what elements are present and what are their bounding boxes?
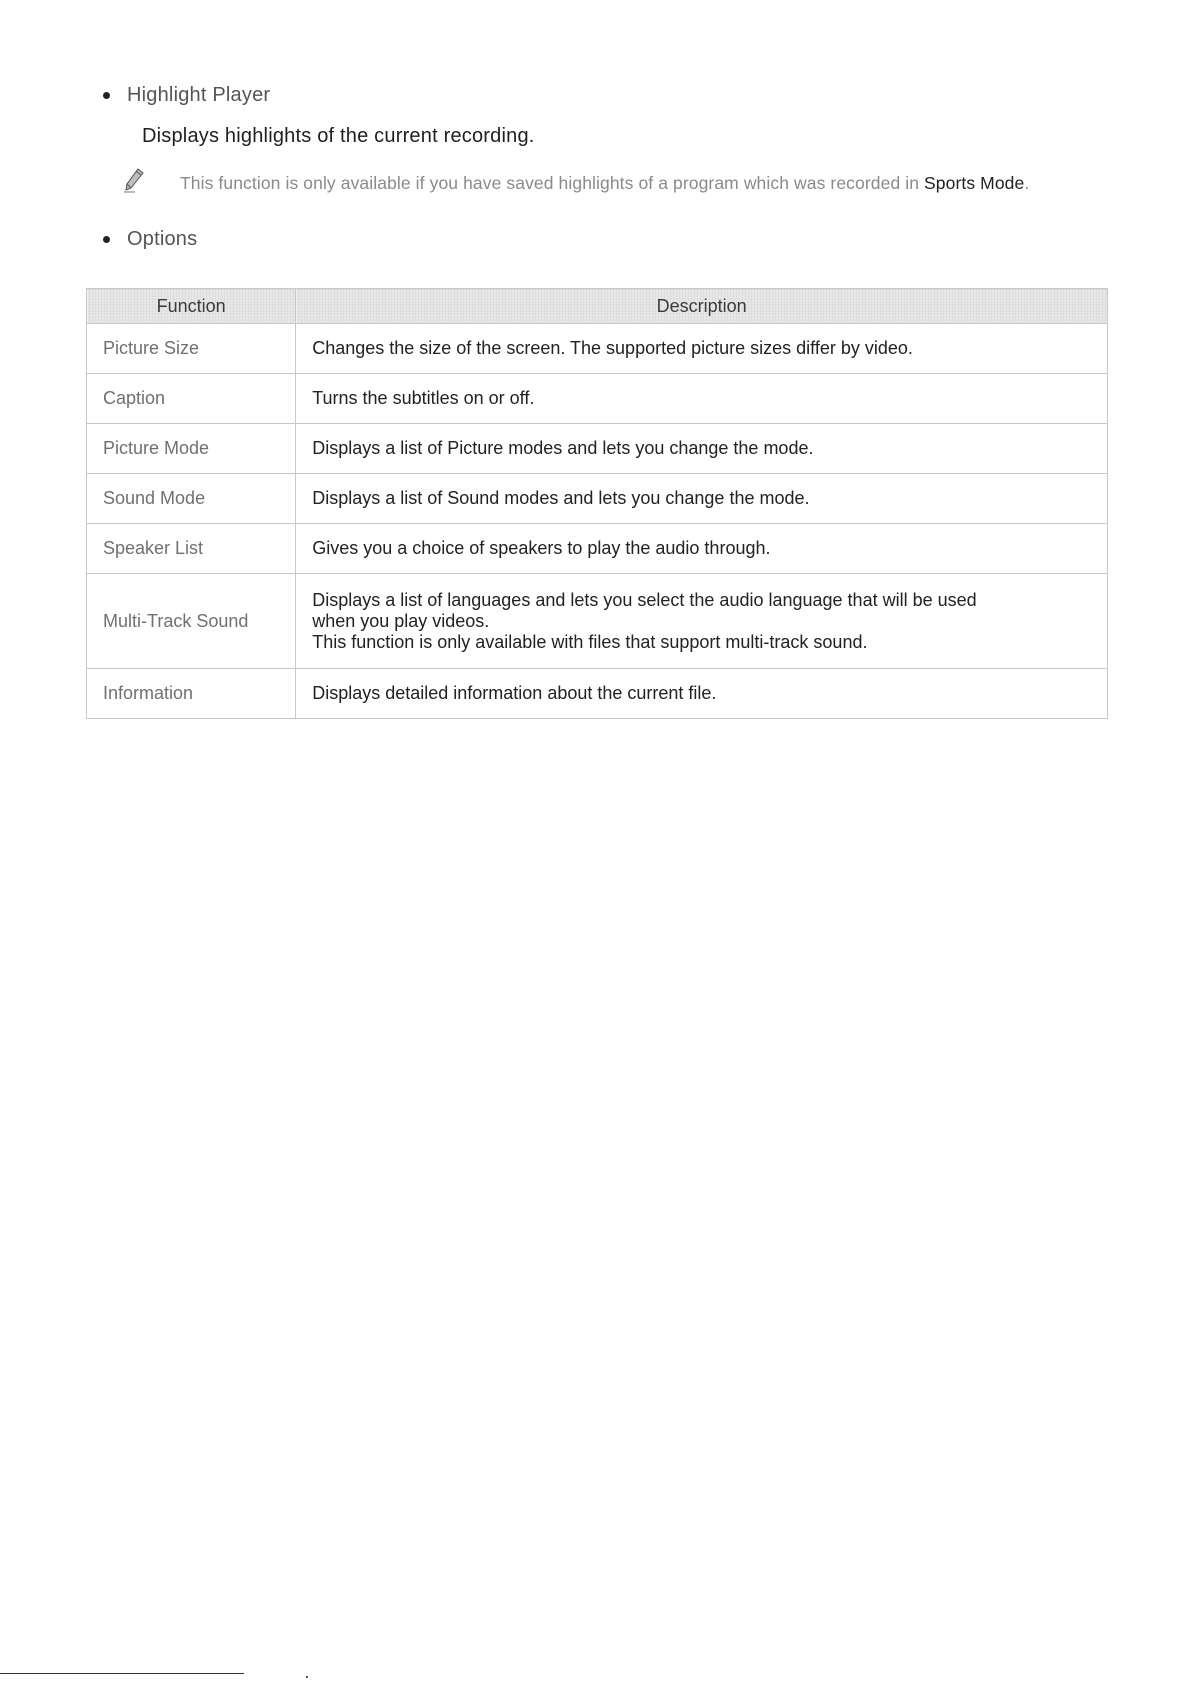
note-strong-term: Sports Mode <box>924 173 1025 193</box>
function-cell: Picture Mode <box>87 424 296 474</box>
column-header-function: Function <box>87 289 296 324</box>
function-cell: Multi-Track Sound <box>87 574 296 669</box>
table-row <box>87 669 1108 719</box>
description-cell: Displays a list of Sound modes and lets you change the mode. <box>296 474 1108 524</box>
column-header-description: Description <box>296 289 1108 324</box>
note-text <box>180 171 1115 196</box>
description-cell <box>296 574 1108 669</box>
bullet-item-highlight-player <box>103 84 270 107</box>
description-cell: Displays a list of Picture modes and lets you change the mode. <box>296 424 1108 474</box>
bullet-dot <box>103 92 110 99</box>
description-line: Displays a list of languages and lets you select the audio language that will be used <box>312 589 977 610</box>
highlight-player-description: Displays highlights of the current recording. <box>142 125 535 147</box>
description-line: when you play videos. <box>312 610 490 631</box>
table-row <box>87 374 1108 424</box>
footer-rule <box>0 1673 244 1674</box>
note-text-tail: . <box>1024 173 1030 193</box>
section-title-highlight-player: Highlight Player <box>127 84 271 106</box>
table-row <box>87 574 1108 669</box>
function-cell: Caption <box>87 374 296 424</box>
description-cell: Gives you a choice of speakers to play the audio through. <box>296 524 1108 574</box>
table-header-row <box>87 289 1108 324</box>
table-row <box>87 474 1108 524</box>
options-table <box>86 288 1108 719</box>
table-row <box>87 424 1108 474</box>
table-row <box>87 324 1108 374</box>
description-cell: Displays detailed information about the current file. <box>296 669 1108 719</box>
description-cell: Changes the size of the screen. The supported picture sizes differ by video. <box>296 324 1108 374</box>
function-cell: Sound Mode <box>87 474 296 524</box>
bullet-item-options <box>103 228 197 251</box>
function-cell: Picture Size <box>87 324 296 374</box>
pencil-icon <box>123 168 145 194</box>
function-cell: Information <box>87 669 296 719</box>
function-cell: Speaker List <box>87 524 296 574</box>
section-title-options: Options <box>127 228 198 250</box>
table-row <box>87 524 1108 574</box>
description-cell: Turns the subtitles on or off. <box>296 374 1108 424</box>
note-text-body: This function is only available if you have saved highlights of a program which was recorded in <box>180 173 925 193</box>
bullet-dot <box>103 236 110 243</box>
description-line: This function is only available with files that support multi-track sound. <box>312 631 868 652</box>
footer-mark <box>306 1676 308 1678</box>
